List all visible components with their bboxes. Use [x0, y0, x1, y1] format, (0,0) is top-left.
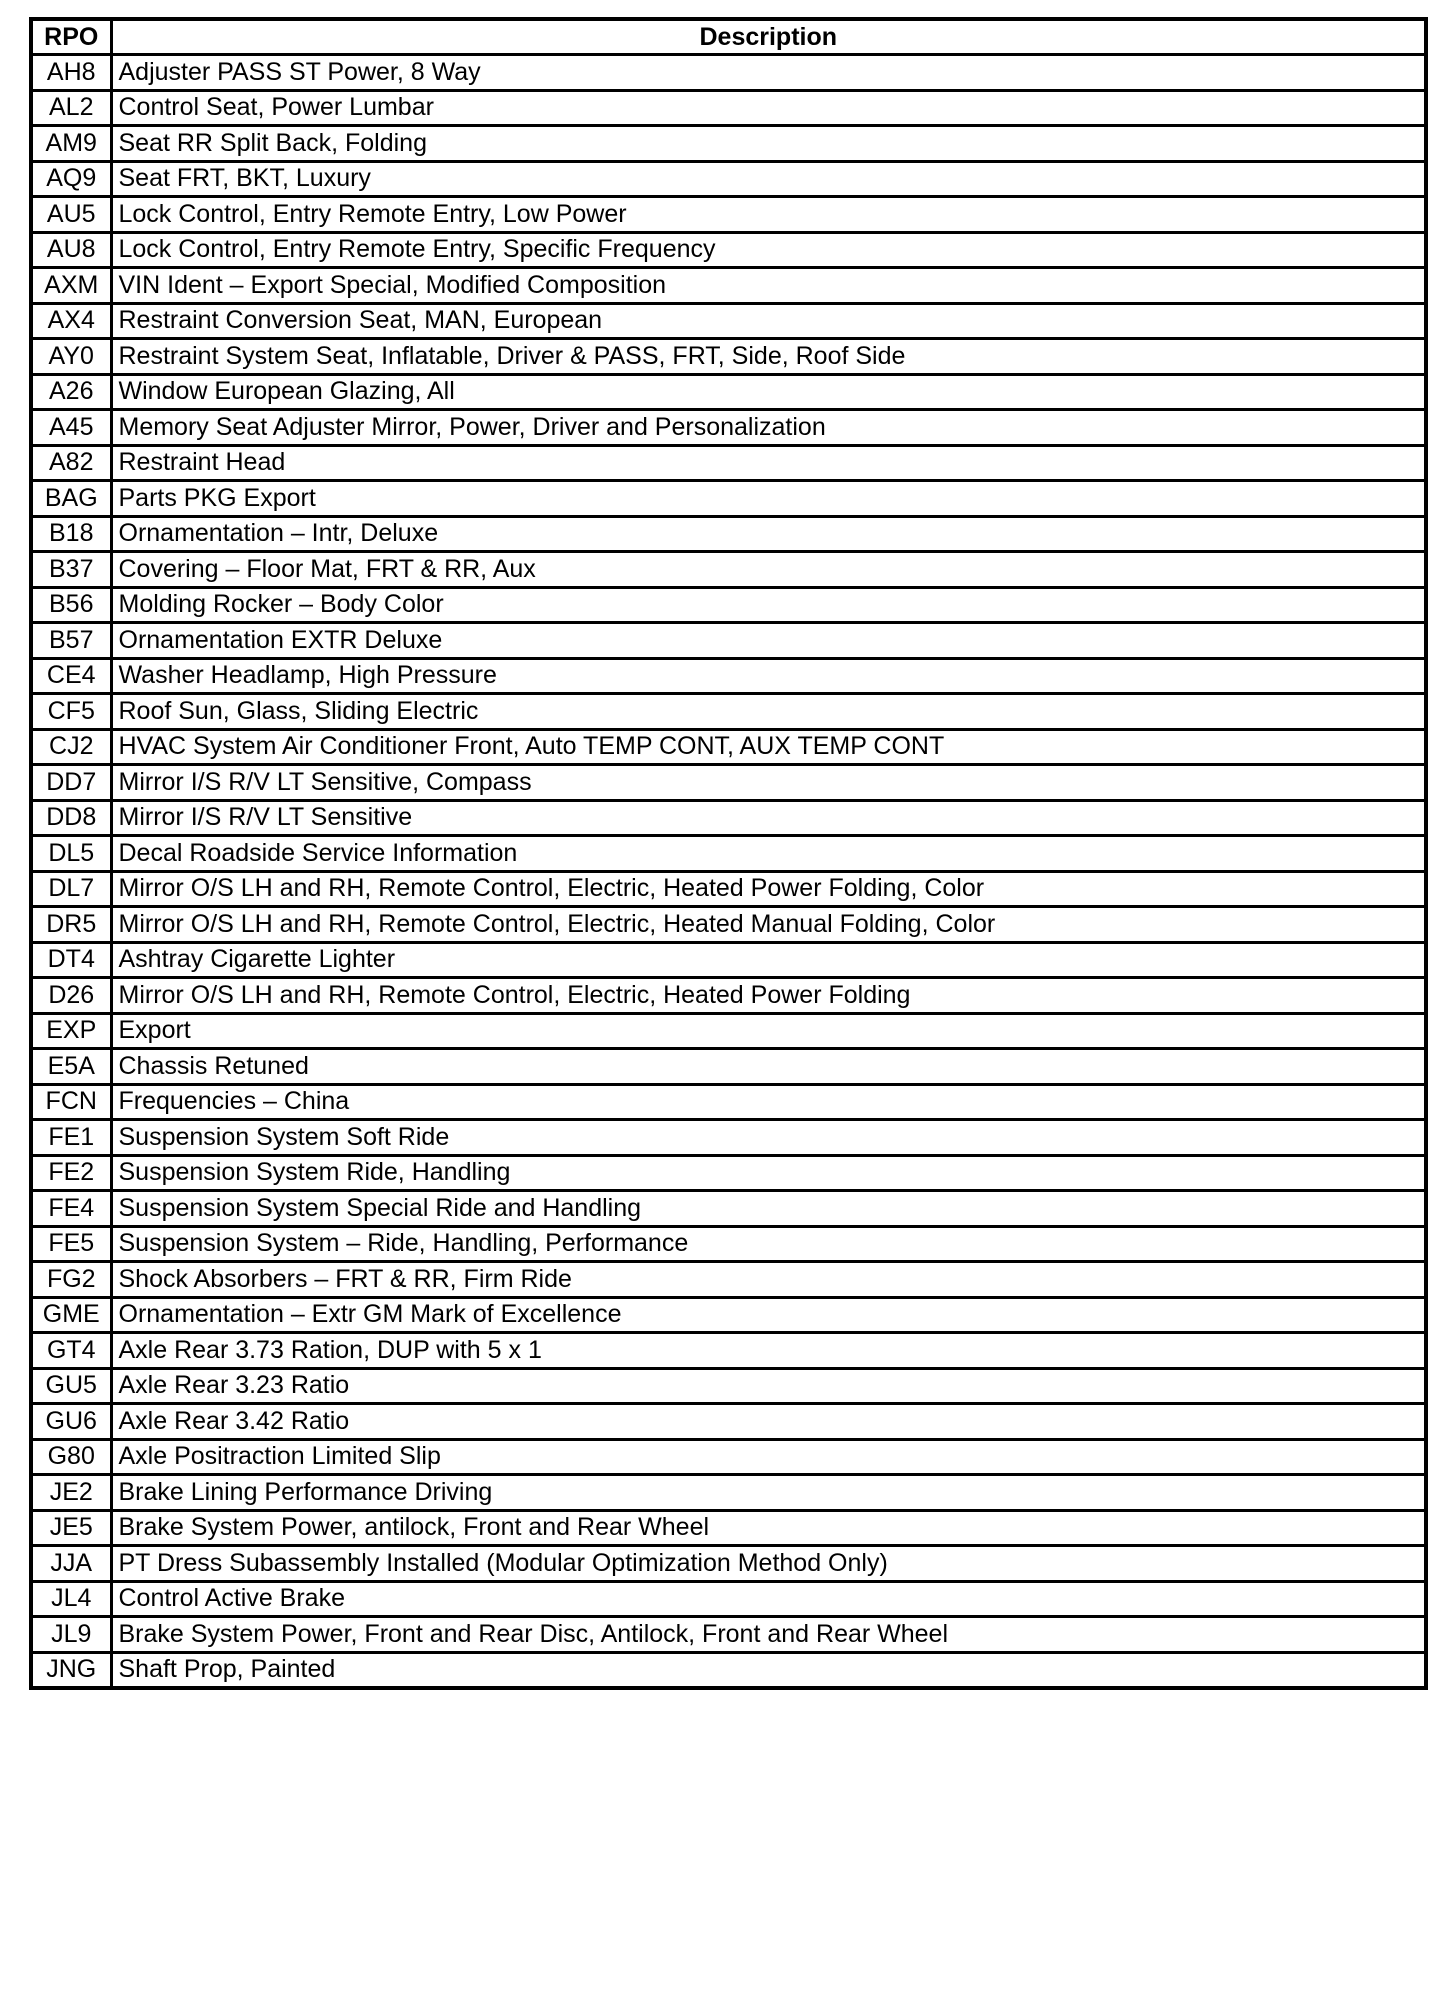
- rpo-code-cell: B57: [31, 623, 111, 659]
- description-cell: Axle Rear 3.73 Ration, DUP with 5 x 1: [111, 1333, 1426, 1369]
- rpo-code-cell: A45: [31, 410, 111, 446]
- rpo-code-cell: B37: [31, 552, 111, 588]
- table-header: [31, 19, 1426, 55]
- description-cell: Decal Roadside Service Information: [111, 836, 1426, 872]
- description-cell: Brake Lining Performance Driving: [111, 1475, 1426, 1511]
- rpo-code-cell: DD7: [31, 765, 111, 801]
- rpo-code-cell: A26: [31, 374, 111, 410]
- rpo-code-cell: AU8: [31, 232, 111, 268]
- header-row: [31, 19, 1426, 55]
- rpo-code-cell: AQ9: [31, 161, 111, 197]
- rpo-code-cell: BAG: [31, 481, 111, 517]
- table-row: [31, 1475, 1426, 1511]
- table-row: [31, 907, 1426, 943]
- rpo-code-cell: AU5: [31, 197, 111, 233]
- table-row: [31, 1049, 1426, 1085]
- description-cell: Shaft Prop, Painted: [111, 1652, 1426, 1688]
- rpo-code-cell: FE2: [31, 1155, 111, 1191]
- description-cell: Seat FRT, BKT, Luxury: [111, 161, 1426, 197]
- description-cell: Mirror O/S LH and RH, Remote Control, Electric, Heated Power Folding: [111, 978, 1426, 1014]
- table-row: [31, 552, 1426, 588]
- rpo-code-cell: B56: [31, 587, 111, 623]
- table-row: [31, 410, 1426, 446]
- table-row: [31, 197, 1426, 233]
- description-cell: Ornamentation – Intr, Deluxe: [111, 516, 1426, 552]
- description-cell: Mirror O/S LH and RH, Remote Control, Electric, Heated Power Folding, Color: [111, 871, 1426, 907]
- rpo-code-cell: GU6: [31, 1404, 111, 1440]
- rpo-code-cell: JNG: [31, 1652, 111, 1688]
- rpo-code-cell: B18: [31, 516, 111, 552]
- table-row: [31, 268, 1426, 304]
- header-description: Description: [111, 19, 1426, 55]
- description-cell: Restraint Conversion Seat, MAN, European: [111, 303, 1426, 339]
- description-cell: Mirror I/S R/V LT Sensitive: [111, 800, 1426, 836]
- table-row: [31, 161, 1426, 197]
- description-cell: Restraint Head: [111, 445, 1426, 481]
- description-cell: Restraint System Seat, Inflatable, Driver & PASS, FRT, Side, Roof Side: [111, 339, 1426, 375]
- table-row: [31, 871, 1426, 907]
- rpo-code-cell: AH8: [31, 55, 111, 91]
- rpo-code-cell: GT4: [31, 1333, 111, 1369]
- rpo-code-cell: JJA: [31, 1546, 111, 1582]
- rpo-code-cell: AM9: [31, 126, 111, 162]
- description-cell: Control Seat, Power Lumbar: [111, 90, 1426, 126]
- rpo-code-cell: CE4: [31, 658, 111, 694]
- rpo-code-cell: GME: [31, 1297, 111, 1333]
- description-cell: Lock Control, Entry Remote Entry, Specific Frequency: [111, 232, 1426, 268]
- rpo-code-cell: EXP: [31, 1013, 111, 1049]
- description-cell: Shock Absorbers – FRT & RR, Firm Ride: [111, 1262, 1426, 1298]
- table-row: [31, 800, 1426, 836]
- rpo-code-cell: DT4: [31, 942, 111, 978]
- table-row: [31, 1404, 1426, 1440]
- description-cell: Seat RR Split Back, Folding: [111, 126, 1426, 162]
- table-row: [31, 481, 1426, 517]
- description-cell: Ashtray Cigarette Lighter: [111, 942, 1426, 978]
- description-cell: PT Dress Subassembly Installed (Modular Optimization Method Only): [111, 1546, 1426, 1582]
- rpo-table: [29, 17, 1428, 1690]
- table-row: [31, 694, 1426, 730]
- table-row: [31, 126, 1426, 162]
- rpo-code-cell: DR5: [31, 907, 111, 943]
- description-cell: Covering – Floor Mat, FRT & RR, Aux: [111, 552, 1426, 588]
- description-cell: Axle Positraction Limited Slip: [111, 1439, 1426, 1475]
- rpo-code-cell: FCN: [31, 1084, 111, 1120]
- rpo-code-cell: D26: [31, 978, 111, 1014]
- rpo-code-cell: DL7: [31, 871, 111, 907]
- table-row: [31, 339, 1426, 375]
- description-cell: Axle Rear 3.23 Ratio: [111, 1368, 1426, 1404]
- rpo-code-cell: GU5: [31, 1368, 111, 1404]
- rpo-code-cell: JE5: [31, 1510, 111, 1546]
- description-cell: VIN Ident – Export Special, Modified Composition: [111, 268, 1426, 304]
- table-row: [31, 1617, 1426, 1653]
- table-row: [31, 1581, 1426, 1617]
- description-cell: Lock Control, Entry Remote Entry, Low Power: [111, 197, 1426, 233]
- description-cell: Ornamentation – Extr GM Mark of Excellence: [111, 1297, 1426, 1333]
- rpo-code-cell: AX4: [31, 303, 111, 339]
- table-row: [31, 1084, 1426, 1120]
- table-row: [31, 516, 1426, 552]
- description-cell: Memory Seat Adjuster Mirror, Power, Driver and Personalization: [111, 410, 1426, 446]
- description-cell: Window European Glazing, All: [111, 374, 1426, 410]
- description-cell: Adjuster PASS ST Power, 8 Way: [111, 55, 1426, 91]
- table-row: [31, 978, 1426, 1014]
- description-cell: Control Active Brake: [111, 1581, 1426, 1617]
- rpo-code-cell: JL9: [31, 1617, 111, 1653]
- table-row: [31, 303, 1426, 339]
- table-row: [31, 374, 1426, 410]
- table-row: [31, 1297, 1426, 1333]
- table-row: [31, 1226, 1426, 1262]
- description-cell: Roof Sun, Glass, Sliding Electric: [111, 694, 1426, 730]
- table-row: [31, 1546, 1426, 1582]
- header-rpo: RPO: [31, 19, 111, 55]
- table-row: [31, 587, 1426, 623]
- description-cell: Suspension System Special Ride and Handling: [111, 1191, 1426, 1227]
- description-cell: Suspension System Ride, Handling: [111, 1155, 1426, 1191]
- description-cell: Chassis Retuned: [111, 1049, 1426, 1085]
- description-cell: Parts PKG Export: [111, 481, 1426, 517]
- description-cell: HVAC System Air Conditioner Front, Auto TEMP CONT, AUX TEMP CONT: [111, 729, 1426, 765]
- description-cell: Suspension System Soft Ride: [111, 1120, 1426, 1156]
- rpo-code-cell: CJ2: [31, 729, 111, 765]
- table-row: [31, 1439, 1426, 1475]
- description-cell: Ornamentation EXTR Deluxe: [111, 623, 1426, 659]
- table-row: [31, 623, 1426, 659]
- table-row: [31, 836, 1426, 872]
- table-row: [31, 1262, 1426, 1298]
- rpo-code-cell: AXM: [31, 268, 111, 304]
- table-row: [31, 55, 1426, 91]
- rpo-code-cell: AY0: [31, 339, 111, 375]
- rpo-code-cell: G80: [31, 1439, 111, 1475]
- rpo-code-cell: JL4: [31, 1581, 111, 1617]
- description-cell: Mirror O/S LH and RH, Remote Control, Electric, Heated Manual Folding, Color: [111, 907, 1426, 943]
- table-row: [31, 1013, 1426, 1049]
- description-cell: Suspension System – Ride, Handling, Performance: [111, 1226, 1426, 1262]
- table-row: [31, 1368, 1426, 1404]
- rpo-code-cell: CF5: [31, 694, 111, 730]
- rpo-code-cell: DL5: [31, 836, 111, 872]
- table-row: [31, 658, 1426, 694]
- rpo-code-cell: DD8: [31, 800, 111, 836]
- table-row: [31, 942, 1426, 978]
- description-cell: Export: [111, 1013, 1426, 1049]
- description-cell: Brake System Power, antilock, Front and Rear Wheel: [111, 1510, 1426, 1546]
- table-row: [31, 1191, 1426, 1227]
- table-row: [31, 1510, 1426, 1546]
- rpo-code-cell: A82: [31, 445, 111, 481]
- table-row: [31, 1120, 1426, 1156]
- rpo-code-cell: FE4: [31, 1191, 111, 1227]
- rpo-code-cell: FG2: [31, 1262, 111, 1298]
- rpo-code-cell: JE2: [31, 1475, 111, 1511]
- rpo-code-cell: E5A: [31, 1049, 111, 1085]
- description-cell: Axle Rear 3.42 Ratio: [111, 1404, 1426, 1440]
- description-cell: Frequencies – China: [111, 1084, 1426, 1120]
- table-row: [31, 445, 1426, 481]
- table-row: [31, 729, 1426, 765]
- description-cell: Molding Rocker – Body Color: [111, 587, 1426, 623]
- table-row: [31, 1155, 1426, 1191]
- table-row: [31, 232, 1426, 268]
- table-row: [31, 765, 1426, 801]
- rpo-code-cell: FE1: [31, 1120, 111, 1156]
- description-cell: Brake System Power, Front and Rear Disc, Antilock, Front and Rear Wheel: [111, 1617, 1426, 1653]
- rpo-code-cell: AL2: [31, 90, 111, 126]
- table-row: [31, 1652, 1426, 1688]
- description-cell: Mirror I/S R/V LT Sensitive, Compass: [111, 765, 1426, 801]
- table-row: [31, 1333, 1426, 1369]
- table-body: [31, 55, 1426, 1688]
- description-cell: Washer Headlamp, High Pressure: [111, 658, 1426, 694]
- table-row: [31, 90, 1426, 126]
- rpo-code-cell: FE5: [31, 1226, 111, 1262]
